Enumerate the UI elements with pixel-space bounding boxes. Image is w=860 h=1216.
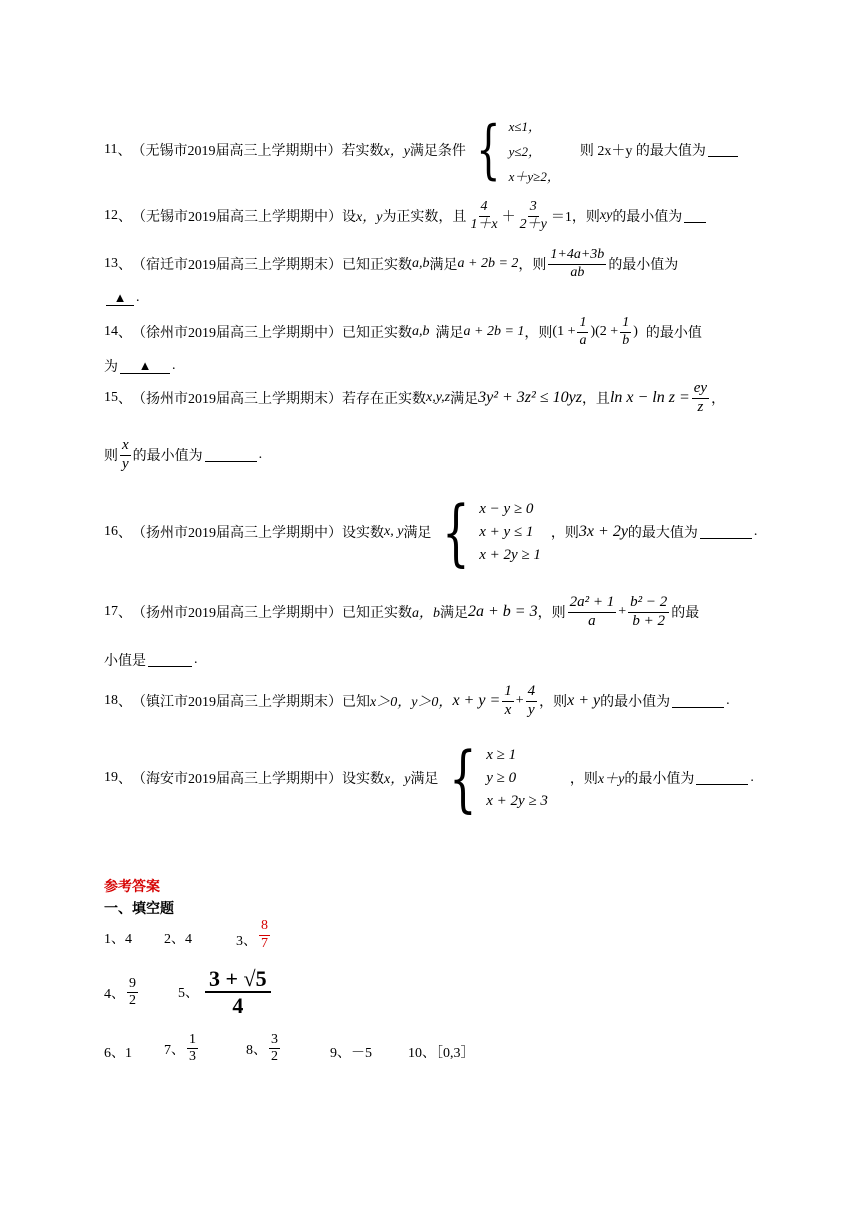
q16-then: ，则 bbox=[550, 526, 579, 541]
q17-then: ，则 bbox=[537, 606, 566, 621]
q15-vars: x,y,z bbox=[426, 390, 451, 405]
q19-pre: 设实数 bbox=[342, 772, 384, 787]
question-16: 16 、 （扬州市2019届高三上学期期中） 设实数 x, y 满足 { x − y ≥ 0 x + y ≤ 1 x + 2y ≥ 1 ，则 3x + 2y 的最大值为 . bbox=[104, 490, 758, 574]
q14-source: （徐州市2019届高三上学期期中） bbox=[132, 326, 342, 341]
q17-post: 的最 bbox=[671, 606, 700, 621]
q14-line2a: 为 bbox=[104, 360, 118, 375]
q12-xy: xy bbox=[599, 208, 613, 223]
q14-expr-3: ) bbox=[633, 324, 638, 339]
q11-post: 则 2x＋y 的最大值为 bbox=[579, 144, 706, 159]
answer-6: 6、1 bbox=[104, 1046, 132, 1061]
q16-sys-row: x + 2y ≥ 1 bbox=[479, 546, 541, 563]
answer-8-fraction: $\frac{3}{2}$ bbox=[271, 1032, 278, 1065]
q19-then: ，则 bbox=[569, 772, 598, 787]
q15-line2b: 的最小值为 bbox=[132, 449, 203, 464]
question-13-line2 bbox=[104, 290, 140, 306]
q19-mid: 满足 bbox=[410, 772, 439, 787]
q19-post: 的最小值为 bbox=[624, 772, 695, 787]
q13-number: 13 bbox=[104, 256, 118, 271]
q14-fraction-2: $\frac{1}{b}$ bbox=[622, 315, 630, 348]
q12-mid: 为正实数，且 bbox=[382, 210, 467, 225]
q16-pre: 设实数 bbox=[342, 526, 384, 541]
answer-1: 1、4 bbox=[104, 932, 132, 947]
q17-fraction-2: $\frac{\text{b² − 2}}{b + 2}$ bbox=[630, 594, 668, 629]
q16-expr: 3x + 2y bbox=[578, 523, 628, 540]
q13-pre: 已知正实数 bbox=[342, 258, 412, 273]
q11-sys-row: x≤1， bbox=[508, 118, 542, 134]
q13-post: 的最小值为 bbox=[608, 258, 679, 273]
q12-eq: ＝1，则 bbox=[550, 210, 600, 225]
question-15: 15 、 （扬州市2019届高三上学期期末） 若存在正实数 x,y,z 满足 3y² + 3z² ≤ 10yz ，且 ln x − ln z = $\frac{ey}{z}$ ， bbox=[104, 380, 726, 415]
answer-blank bbox=[148, 654, 192, 667]
question-12: 12 、 （无锡市2019届高三上学期期中） 设 x，y 为正实数，且 $\frac{4}{1+x}$ ＋ $\frac{3}{2+y}$ ＝1，则 xy 的最小值为 bbox=[104, 196, 708, 236]
q16-sys-row: x + y ≤ 1 bbox=[479, 523, 534, 540]
q18-source: （镇江市2019届高三上学期期末） bbox=[132, 695, 342, 710]
q17-end: . bbox=[194, 652, 198, 667]
q14-number: 14 bbox=[104, 324, 118, 339]
q12-pre: 设 bbox=[342, 210, 356, 225]
q18-post: 的最小值为 bbox=[600, 695, 671, 710]
q14-vars: a,b bbox=[412, 324, 430, 339]
q12-fraction-1: $\frac{4}{1+x}$ bbox=[470, 199, 498, 232]
answer-10: 10、［0,3］ bbox=[408, 1046, 475, 1061]
q13-cond: a + 2b = 2 bbox=[457, 256, 519, 271]
q13-mid: 满足 bbox=[429, 258, 458, 273]
answer-9: 9、－5 bbox=[330, 1046, 372, 1061]
q17-mid: 满足 bbox=[440, 606, 468, 621]
q14-cond: a + 2b = 1 bbox=[463, 324, 525, 339]
q18-plus: + bbox=[515, 693, 524, 708]
answer-4: 4、 $\frac{9}{2}$ bbox=[104, 976, 136, 1009]
q15-mid: 满足 bbox=[450, 392, 479, 407]
q13-then: ，则 bbox=[518, 258, 547, 273]
question-15-line2 bbox=[104, 434, 262, 476]
q15-number: 15 bbox=[104, 390, 118, 405]
q17-line2: 小值是 bbox=[104, 654, 146, 669]
q19-sys-row: x ≥ 1 bbox=[486, 746, 517, 763]
q14-post: 的最小值 bbox=[645, 326, 702, 341]
answer-blank bbox=[672, 695, 724, 708]
q19-system bbox=[440, 736, 548, 820]
q14-expr-1: (1 + bbox=[552, 324, 576, 339]
answer-7: 7、 $\frac{1}{3}$ bbox=[164, 1032, 196, 1065]
answer-8: 8、 $\frac{3}{2}$ bbox=[246, 1032, 278, 1065]
answers-title: 参考答案 bbox=[104, 879, 160, 895]
q11-number: 11 bbox=[104, 142, 118, 157]
q15-and: ，且 bbox=[581, 392, 610, 407]
q15-comma: ， bbox=[711, 392, 726, 407]
q18-cond: x＞0，y＞0， bbox=[370, 695, 453, 710]
q16-source: （扬州市2019届高三上学期期中） bbox=[132, 526, 342, 541]
q15-fraction: $\frac{ey}{z}$ bbox=[693, 380, 708, 415]
q12-fraction-2: $\frac{3}{2+y}$ bbox=[519, 199, 547, 232]
question-14-line2 bbox=[104, 356, 176, 376]
question-17: 17 、 （扬州市2019届高三上学期期中） 已知正实数 a，b 满足 2a + b = 3 ，则 $\frac{\text{2a² + 1}}{a}$ + $\frac{\text{b² − 2}}{b + 2}$ 的最 bbox=[104, 594, 700, 629]
q14-mid: 满足 bbox=[435, 326, 464, 341]
q15-source: （扬州市2019届高三上学期期末） bbox=[132, 392, 342, 407]
q19-sys-row: y ≥ 0 bbox=[486, 769, 517, 786]
q14-fraction-1: $\frac{1}{a}$ bbox=[579, 315, 587, 348]
q18-then: ，则 bbox=[539, 695, 568, 710]
q14-expr-2: )(2 + bbox=[590, 324, 619, 339]
question-13: 13 、 （宿迁市2019届高三上学期期末） 已知正实数 a,b 满足 a + 2b = 2 ，则 $\frac{1+4a+3b}{ab}$ 的最小值为 bbox=[104, 247, 679, 280]
q16-end: . bbox=[753, 524, 758, 539]
q16-mid: 满足 bbox=[403, 526, 432, 541]
q12-number: 12 bbox=[104, 208, 118, 223]
q13-source: （宿迁市2019届高三上学期期末） bbox=[132, 258, 342, 273]
section-title: 一、填空题 bbox=[104, 901, 174, 917]
q19-source: （海安市2019届高三上学期期中） bbox=[132, 772, 342, 787]
q16-system bbox=[433, 490, 541, 574]
q19-sys-row: x + 2y ≥ 3 bbox=[486, 792, 548, 809]
q16-vars: x, y bbox=[384, 524, 404, 539]
q19-number: 19 bbox=[104, 770, 118, 785]
q13-fraction: $\frac{1+4a+3b}{ab}$ bbox=[550, 247, 605, 280]
q18-fraction-2: $\frac{4}{y}$ bbox=[527, 683, 536, 718]
q19-end: . bbox=[750, 770, 754, 785]
q18-pre: 已知 bbox=[342, 695, 370, 710]
answer-blank bbox=[696, 772, 748, 785]
q17-number: 17 bbox=[104, 604, 118, 619]
q14-then: ，则 bbox=[524, 326, 553, 341]
q17-vars: a，b bbox=[412, 606, 440, 621]
q18-end: . bbox=[726, 693, 730, 708]
q15-eq: ln x − ln z = bbox=[609, 389, 690, 406]
q16-number: 16 bbox=[104, 524, 118, 539]
triangle-icon: ▲ bbox=[106, 291, 134, 306]
q11-sys-row: x＋y≥2， bbox=[508, 168, 560, 184]
answer-blank bbox=[700, 526, 752, 539]
q11-vars: x，y bbox=[383, 144, 410, 159]
q15-end: . bbox=[258, 447, 263, 462]
q17-fraction-1: $\frac{\text{2a² + 1}}{a}$ bbox=[569, 594, 615, 629]
q12-vars: x，y bbox=[356, 210, 383, 225]
q11-cond: 满足条件 bbox=[409, 144, 466, 159]
answer-3-fraction: $\frac{8}{7}$ bbox=[261, 918, 268, 951]
left-brace-icon: { bbox=[449, 736, 478, 820]
q14-end: . bbox=[172, 358, 176, 373]
q18-fraction-1: $\frac{1}{x}$ bbox=[504, 683, 512, 718]
question-11: 11 、 （无锡市2019届高三上学期期中） 若实数 x，y 满足条件 { x≤1， y≤2， x＋y≥2， 则 2x＋y 的最大值为 bbox=[104, 116, 740, 184]
question-17-line2 bbox=[104, 650, 198, 670]
question-19: 19 、 （海安市2019届高三上学期期中） 设实数 x，y 满足 { x ≥ 1 y ≥ 0 x + 2y ≥ 3 ，则 x＋y 的最小值为 . bbox=[104, 736, 754, 820]
q11-system bbox=[468, 113, 560, 187]
q11-source: （无锡市2019届高三上学期期中） bbox=[131, 144, 342, 159]
q12-source: （无锡市2019届高三上学期期中） bbox=[132, 210, 342, 225]
q15-line2a: 则 bbox=[104, 449, 118, 464]
q14-pre: 已知正实数 bbox=[342, 326, 412, 341]
q12-post: 的最小值为 bbox=[612, 210, 683, 225]
answer-5: 5、 $\frac{3 + √5}{4}$ bbox=[178, 966, 273, 1019]
q18-eq: x + y = bbox=[452, 692, 501, 709]
answer-2: 2、4 bbox=[164, 932, 192, 947]
triangle-icon: ▲ bbox=[120, 359, 170, 374]
q17-source: （扬州市2019届高三上学期期中） bbox=[132, 606, 342, 621]
q18-number: 18 bbox=[104, 693, 118, 708]
q16-post: 的最大值为 bbox=[627, 526, 698, 541]
q16-sys-row: x − y ≥ 0 bbox=[479, 500, 534, 517]
question-18: 18 、 （镇江市2019届高三上学期期末） 已知 x＞0，y＞0， x + y = $\frac{1}{x}$ + $\frac{4}{y}$ ，则 x + y 的最小值为 . bbox=[104, 683, 730, 718]
q17-pre: 已知正实数 bbox=[342, 606, 412, 621]
answer-3: 3、 $\frac{8}{7}$ bbox=[236, 918, 268, 951]
left-brace-icon: { bbox=[476, 113, 501, 187]
q18-expr: x + y bbox=[567, 692, 601, 709]
q15-ineq: 3y² + 3z² ≤ 10yz bbox=[478, 389, 582, 406]
q13-end: . bbox=[136, 290, 140, 305]
answer-blank bbox=[205, 449, 257, 462]
left-brace-icon: { bbox=[442, 490, 471, 574]
answer-4-fraction: $\frac{9}{2}$ bbox=[129, 976, 136, 1009]
q11-pre: 若实数 bbox=[341, 144, 384, 159]
answer-7-fraction: $\frac{1}{3}$ bbox=[189, 1032, 196, 1065]
q17-plus: + bbox=[618, 604, 627, 619]
q11-sys-row: y≤2， bbox=[508, 143, 542, 159]
answer-5-fraction: $\frac{3 + √5}{4}$ bbox=[205, 966, 271, 1019]
q19-expr: x＋y bbox=[597, 772, 625, 787]
q17-cond: 2a + b = 3 bbox=[468, 603, 538, 620]
q19-vars: x，y bbox=[384, 772, 411, 787]
question-14: 14 、 （徐州市2019届高三上学期期中） 已知正实数 a,b 满足 a + 2b = 1 ，则 (1 + $\frac{1}{a}$ )(2 + $\frac{1}{b}$ ) 的最小值 bbox=[104, 315, 702, 348]
q13-vars: a,b bbox=[412, 256, 430, 271]
q15-fraction-2: $\frac{x}{y}$ bbox=[122, 437, 129, 472]
q12-plus: ＋ bbox=[501, 210, 516, 225]
answer-blank bbox=[684, 210, 706, 223]
q15-pre: 若存在正实数 bbox=[342, 392, 426, 407]
answer-blank bbox=[708, 144, 738, 157]
